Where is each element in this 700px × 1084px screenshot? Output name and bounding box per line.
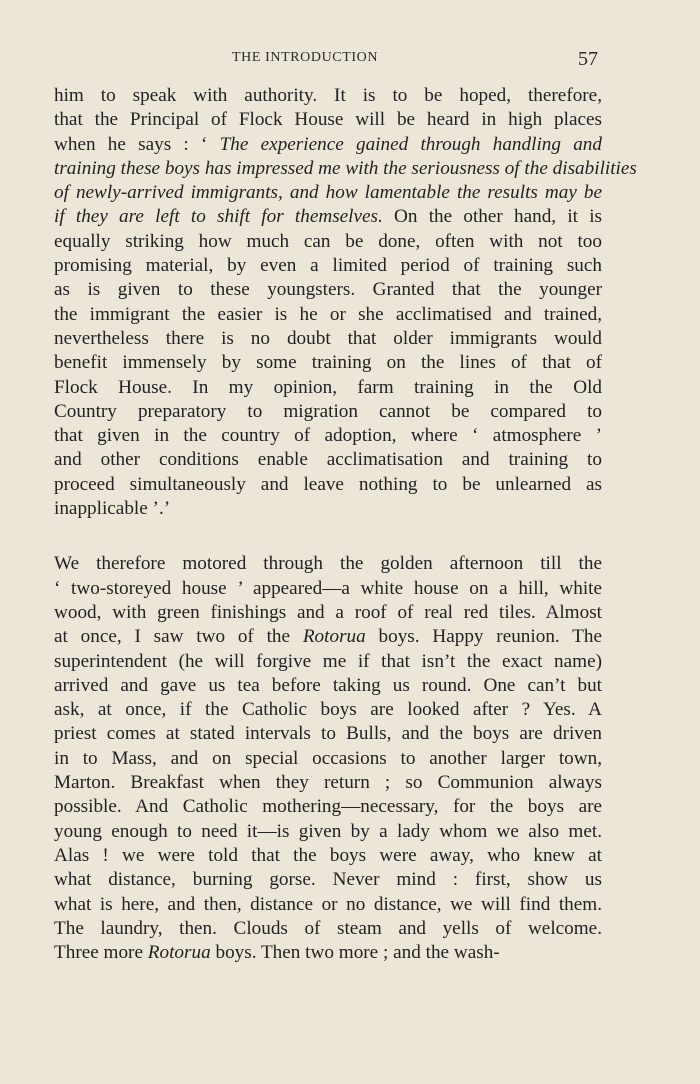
paragraph (54, 552, 602, 965)
text-line (54, 327, 602, 351)
italic-text: if they are left to shift for themselves. (54, 206, 383, 228)
text-line (54, 868, 602, 892)
text-line (54, 351, 602, 375)
body-text (54, 84, 637, 965)
text-run: boys. Then two more ; and the wash- (210, 942, 500, 964)
text-line (54, 424, 602, 448)
text-line (54, 771, 602, 795)
paragraph-gap (54, 521, 602, 552)
text-line (54, 674, 602, 698)
text-line (54, 376, 602, 400)
text-line (54, 650, 602, 674)
text-run: when he says : ‘ (54, 133, 220, 155)
paragraph (54, 84, 637, 521)
text-run: what is here, and then, distance or no distance, we will find them. (54, 893, 602, 915)
text-line (54, 108, 602, 132)
text-run: superintendent (he will forgive me if that isn’t the exact name) (54, 650, 602, 672)
italic-text: training these boys has impressed me with the seriousness of the disabilities (54, 157, 637, 179)
text-run: nevertheless there is no doubt that older immigrants would (54, 327, 602, 349)
italic-text: Rotorua (147, 942, 211, 964)
text-run: possible. And Catholic mothering—necessary, for the boys are (54, 796, 602, 818)
text-run: and other conditions enable acclimatisation and training to (54, 449, 602, 471)
italic-text: Rotorua (302, 626, 366, 648)
text-run: that given in the country of adoption, where ‘ atmosphere ’ (54, 425, 602, 447)
text-run: Marton. Breakfast when they return ; so Communion always (54, 772, 602, 794)
text-run: On the other hand, it is (382, 206, 602, 228)
text-run: proceed simultaneously and leave nothing to be unlearned as (54, 473, 602, 495)
text-line (54, 941, 602, 965)
text-line (54, 698, 602, 722)
text-run: young enough to need it—is given by a lady whom we also met. (54, 820, 602, 842)
text-line (54, 722, 602, 746)
text-line (54, 181, 602, 205)
text-line (54, 254, 602, 278)
text-line (54, 552, 602, 576)
text-line (54, 893, 602, 917)
text-run: Three more (54, 942, 148, 964)
text-line (54, 400, 602, 424)
text-line (54, 448, 602, 472)
text-line (54, 844, 602, 868)
text-line (54, 747, 602, 771)
text-run: wood, with green finishings and a roof of real red tiles. Almost (54, 601, 602, 623)
text-line (54, 577, 602, 601)
text-line (54, 625, 602, 649)
text-run: that the Principal of Flock House will be heard in high places (54, 109, 602, 131)
page-number: 57 (578, 48, 598, 70)
text-run: what distance, burning gorse. Never mind : first, show us (54, 869, 602, 891)
italic-text: The experience gained through handling and (219, 133, 602, 155)
text-line (54, 303, 602, 327)
text-line (54, 917, 602, 941)
text-line (54, 795, 602, 819)
text-run: Country preparatory to migration cannot be compared to (54, 400, 602, 422)
text-run: at once, I saw two of the (54, 626, 303, 648)
text-run: him to speak with authority. It is to be hoped, therefore, (54, 85, 602, 106)
italic-text: of newly-arrived immigrants, and how lamentable the results may be (54, 182, 602, 204)
text-line (54, 157, 637, 181)
text-run: promising material, by even a limited period of training such (54, 255, 602, 277)
page-header (0, 48, 700, 78)
text-run: inapplicable ’.’ (54, 498, 171, 520)
text-run: as is given to these youngsters. Granted that the younger (54, 279, 602, 301)
text-run: Alas ! we were told that the boys were away, who knew at (54, 844, 602, 866)
text-run: the immigrant the easier is he or she acclimatised and trained, (54, 303, 602, 325)
text-run: priest comes at stated intervals to Bulls, and the boys are driven (54, 723, 602, 745)
text-run: in to Mass, and on special occasions to another larger town, (54, 747, 602, 769)
text-line (54, 820, 602, 844)
text-run: ‘ two-storeyed house ’ appeared—a white house on a hill, white (54, 577, 602, 599)
text-run: We therefore motored through the golden afternoon till the (54, 553, 602, 575)
text-run: ask, at once, if the Catholic boys are looked after ? Yes. A (54, 699, 602, 721)
text-run: arrived and gave us tea before taking us round. One can’t but (54, 674, 602, 696)
text-run: benefit immensely by some training on the lines of that of (54, 352, 602, 374)
text-line (54, 278, 602, 302)
text-line (54, 497, 602, 521)
text-line (54, 473, 602, 497)
text-line (54, 601, 602, 625)
text-run: Flock House. In my opinion, farm training in the Old (54, 376, 602, 398)
text-run: equally striking how much can be done, often with not too (54, 230, 602, 252)
text-line (54, 205, 602, 229)
running-head: THE INTRODUCTION (232, 50, 379, 65)
text-run: The laundry, then. Clouds of steam and yells of welcome. (54, 917, 602, 939)
text-line (54, 230, 602, 254)
text-run: boys. Happy reunion. The (365, 626, 602, 648)
text-line (54, 84, 602, 108)
text-line (54, 133, 602, 157)
